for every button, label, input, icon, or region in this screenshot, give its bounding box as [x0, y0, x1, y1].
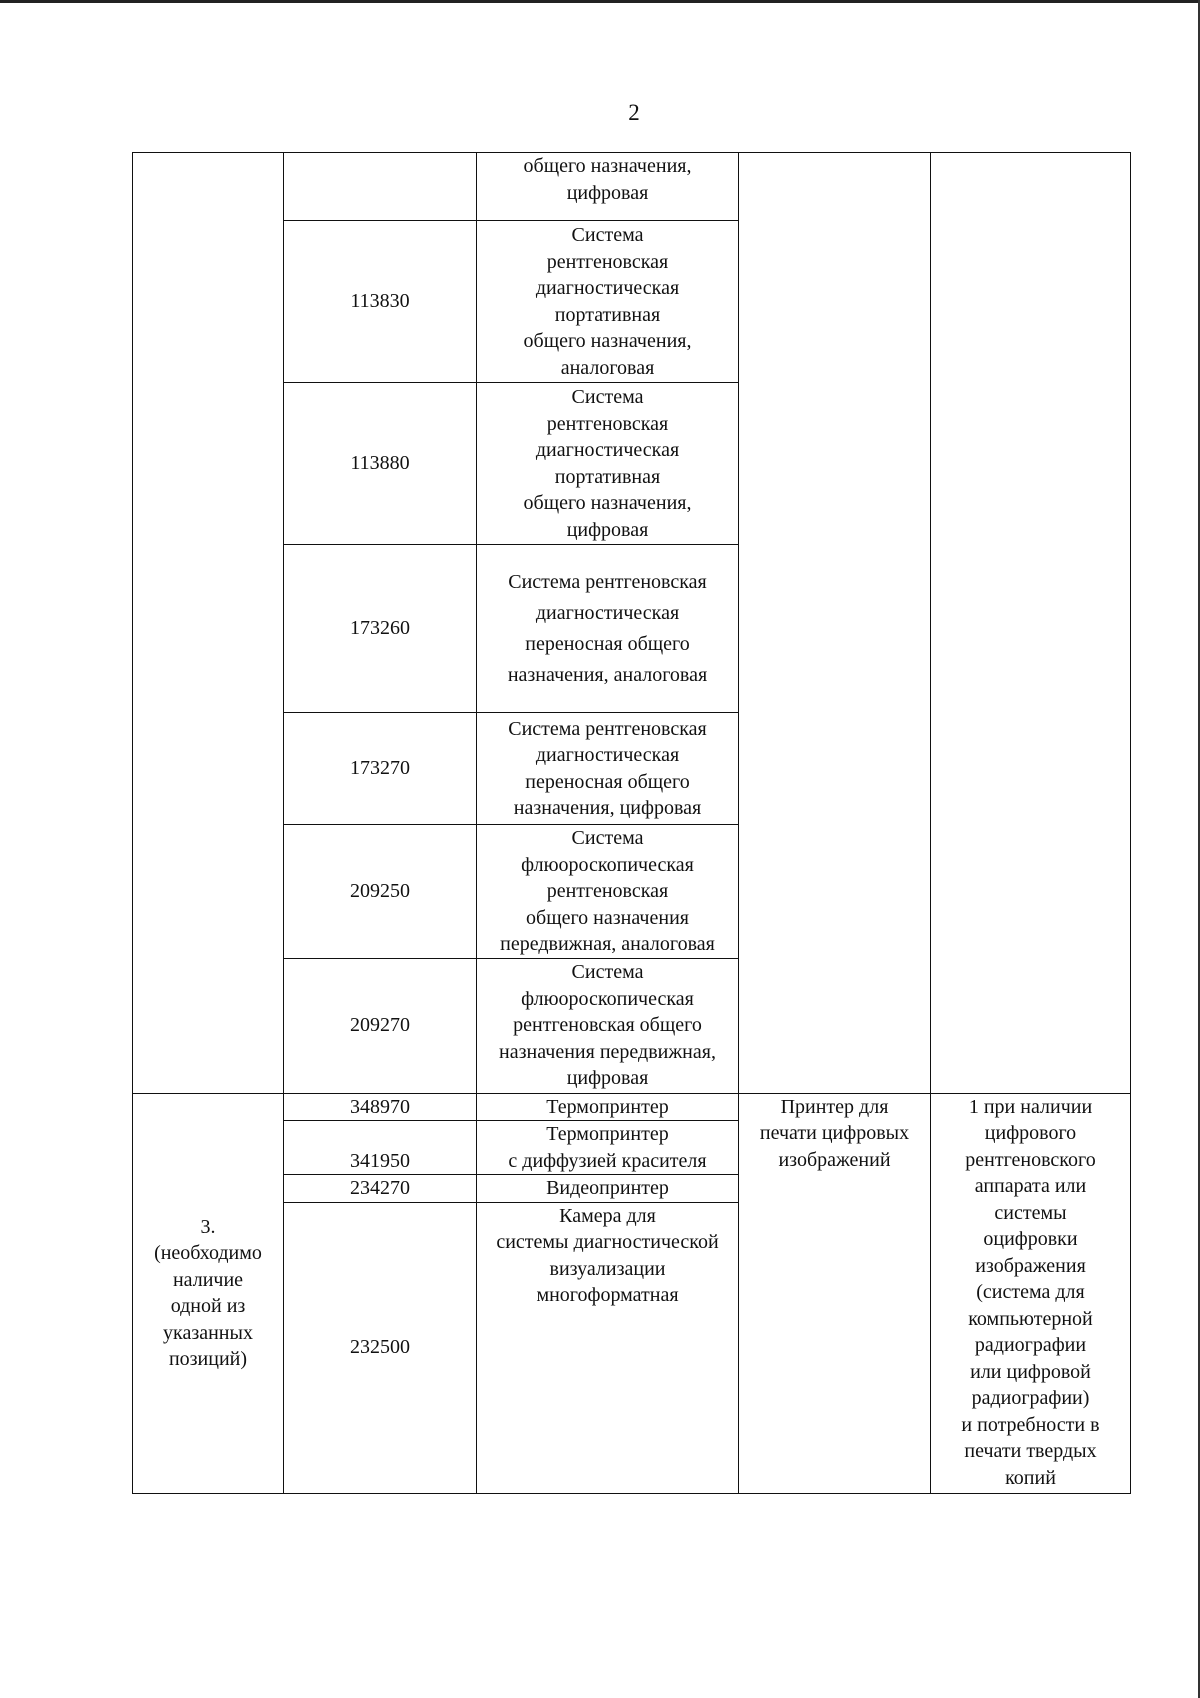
code-cell: 232500 [284, 1202, 477, 1493]
name-cell: Система флюороскопическая рентгеновская общего назначения передвижная, цифровая [477, 958, 739, 1093]
code-cell: 173270 [284, 713, 477, 825]
code-cell: 234270 [284, 1175, 477, 1203]
code-cell: 348970 [284, 1093, 477, 1121]
name-cell: Система рентгеновская диагностическая портативная общего назначения, аналоговая [477, 221, 739, 383]
code-cell: 209250 [284, 825, 477, 959]
name-cell: Система рентгеновская диагностическая портативная общего назначения, цифровая [477, 383, 739, 545]
code-cell [284, 153, 477, 221]
page-number: 2 [628, 100, 640, 125]
code-cell: 209270 [284, 958, 477, 1093]
purpose-cell-empty [739, 153, 931, 1094]
name-cell: общего назначения, цифровая [477, 153, 739, 221]
name-cell: Система рентгеновская диагностическая переносная общего назначения, цифровая [477, 713, 739, 825]
section-number-cell: 3. (необходимо наличие одной из указанных позиций) [133, 1093, 284, 1493]
scan-edge-top [0, 0, 1200, 3]
purpose-cell: Принтер для печати цифровых изображений [739, 1093, 931, 1493]
condition-cell: 1 при наличии цифрового рентгеновского аппарата или системы оцифровки изображения (система для компьютерной радиографии или цифровой радиографии) и потребности в печати твердых копий [931, 1093, 1131, 1493]
code-cell: 113830 [284, 221, 477, 383]
table-row [133, 153, 1131, 221]
code-cell: 113880 [284, 383, 477, 545]
code-cell: 173260 [284, 545, 477, 713]
name-cell: Термопринтер [477, 1093, 739, 1121]
name-cell: Видеопринтер [477, 1175, 739, 1203]
name-cell: Камера для системы диагностической визуализации многоформатная [477, 1202, 739, 1493]
table-row [133, 1093, 1131, 1121]
code-cell: 341950 [284, 1121, 477, 1175]
name-cell: Термопринтер с диффузией красителя [477, 1121, 739, 1175]
equipment-table [132, 152, 1131, 1494]
condition-cell-empty [931, 153, 1131, 1094]
name-cell: Система флюороскопическая рентгеновская общего назначения передвижная, аналоговая [477, 825, 739, 959]
section-number-cell-empty [133, 153, 284, 1094]
name-cell: Система рентгеновская диагностическая переносная общего назначения, аналоговая [477, 545, 739, 713]
